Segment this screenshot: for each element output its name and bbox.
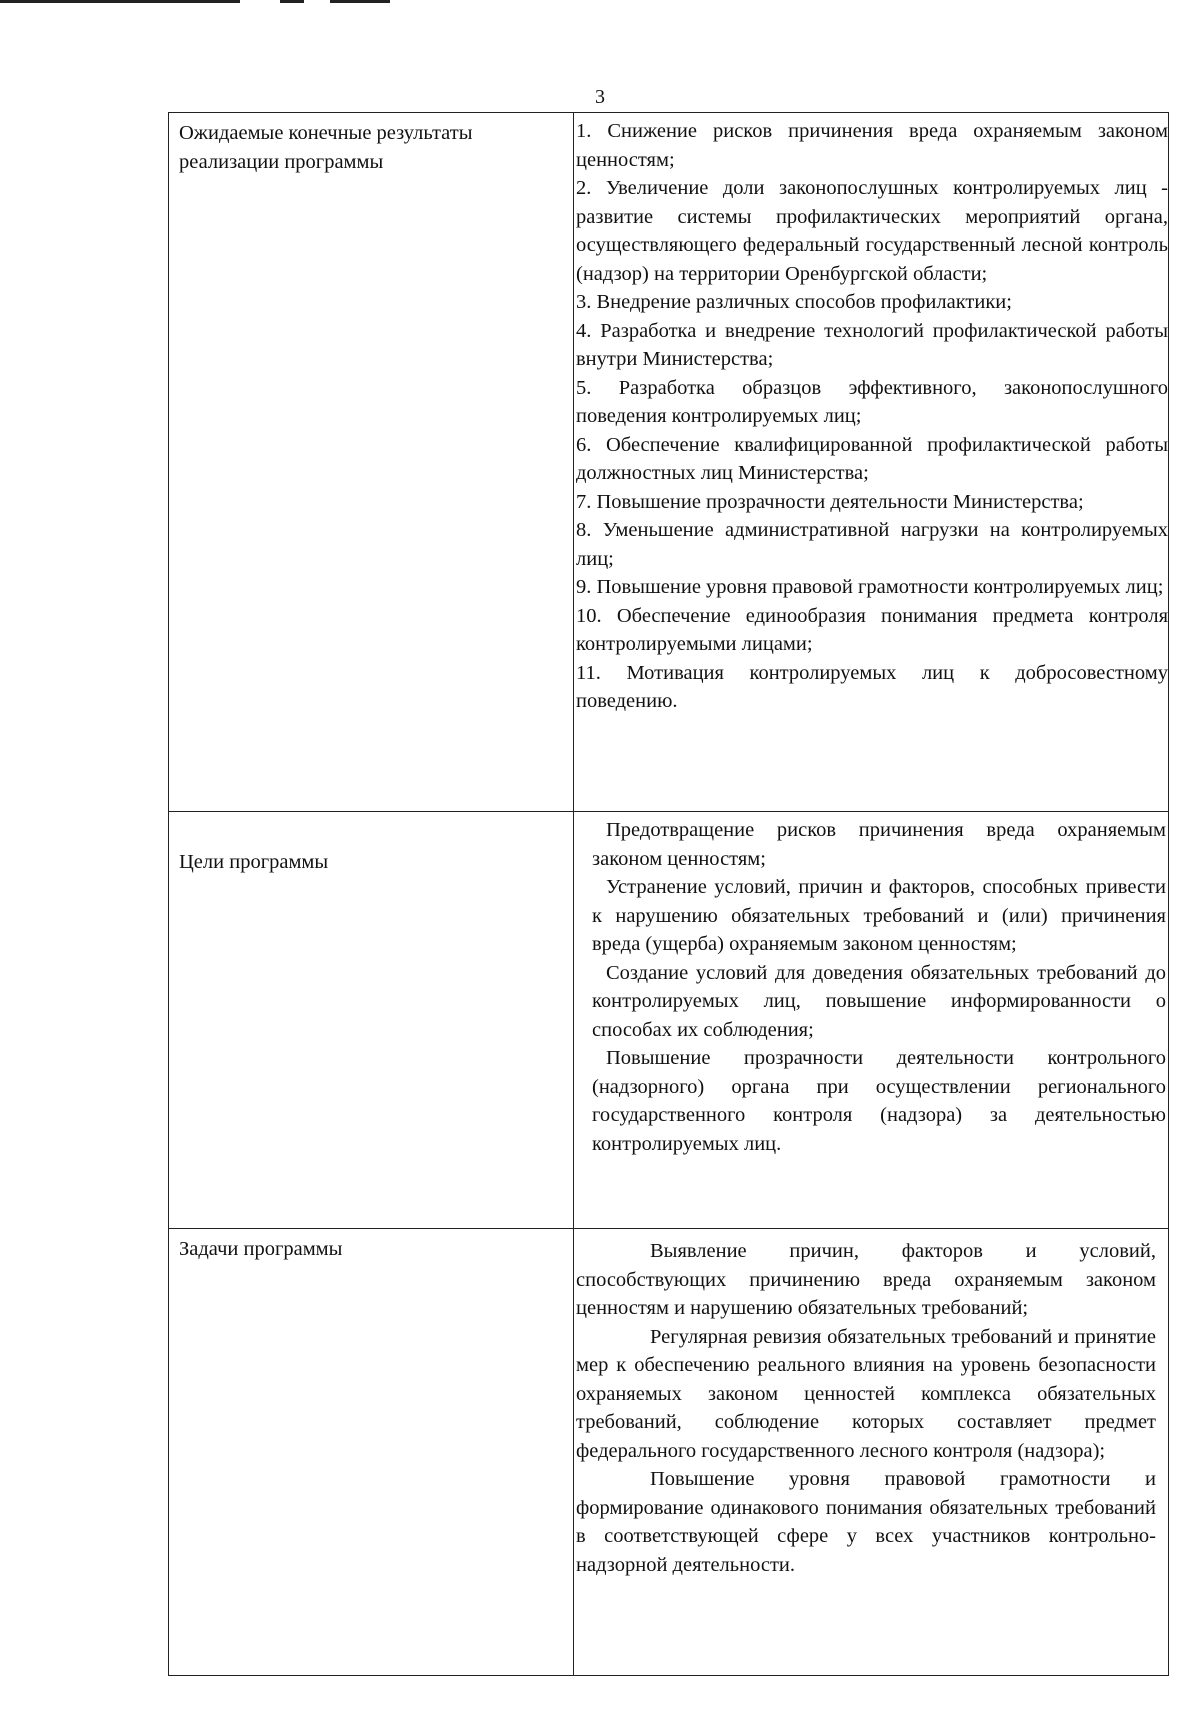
list-item: 2. Увеличение доли законопослушных контролируемых лиц - развитие системы профилактических мероприятий органа, осуществляющего федеральный государственный лесной контроль (надзор) на территории Оренбургской области; xyxy=(576,177,1168,285)
program-passport-table xyxy=(168,112,1169,1676)
page-number: 3 xyxy=(595,86,605,108)
list-item: 9. Повышение уровня правовой грамотности контролируемых лиц; xyxy=(576,576,1164,598)
list-item: 6. Обеспечение квалифицированной профилактической работы должностных лиц Министерства; xyxy=(576,433,1168,484)
scan-edge-mark xyxy=(0,0,240,3)
table-row-tasks xyxy=(169,1229,1169,1676)
row-label: Ожидаемые конечные результаты реализации программы xyxy=(169,113,574,812)
list-item: 3. Внедрение различных способов профилактики; xyxy=(576,291,1012,313)
list-item: 7. Повышение прозрачности деятельности Министерства; xyxy=(576,490,1084,513)
list-item: 4. Разработка и внедрение технологий профилактической работы внутри Министерства; xyxy=(576,319,1168,370)
goals-list xyxy=(574,812,1169,1229)
table-row-expected-results xyxy=(169,113,1169,812)
row-label: Цели программы xyxy=(169,812,574,1229)
list-item: 10. Обеспечение единообразия понимания предмета контроля контролируемыми лицами; xyxy=(576,604,1168,655)
table-row-goals xyxy=(169,812,1169,1229)
list-item: Создание условий для доведения обязательных требований до контролируемых лиц, повышение информированности о способах их соблюдения; xyxy=(592,961,1166,1041)
list-item: Выявление причин, факторов и условий, способствующих причинению вреда охраняемым законом ценностям и нарушению обязательных требований; xyxy=(576,1240,1156,1319)
list-item: Повышение уровня правовой грамотности и формирование одинакового понимания обязательных требований в соответствующей сфере у всех участников контрольно-надзорной деятельности. xyxy=(576,1468,1156,1576)
expected-results-list xyxy=(574,113,1169,812)
list-item: 1. Снижение рисков причинения вреда охраняемым законом ценностям; xyxy=(576,120,1168,171)
list-item: Регулярная ревизия обязательных требований и принятие мер к обеспечению реального влияния на уровень безопасности охраняемых законом ценностей комплекса обязательных требований, соблюдение которых составляет предмет федерального государственного лесного контроля (надзора); xyxy=(576,1325,1156,1462)
scan-edge-mark xyxy=(330,0,390,3)
list-item: 8. Уменьшение административной нагрузки на контролируемых лиц; xyxy=(576,519,1168,570)
list-item: Устранение условий, причин и факторов, способных привести к нарушению обязательных требований и (или) причинения вреда (ущерба) охраняемым законом ценностям; xyxy=(592,876,1166,955)
list-item: 11. Мотивация контролируемых лиц к добросовестному поведению. xyxy=(576,661,1168,712)
list-item: Предотвращение рисков причинения вреда охраняемым законом ценностям; xyxy=(592,819,1166,870)
list-item: 5. Разработка образцов эффективного, законопослушного поведения контролируемых лиц; xyxy=(576,376,1168,427)
tasks-list xyxy=(574,1229,1169,1676)
list-item: Повышение прозрачности деятельности контрольного (надзорного) органа при осуществлении регионального государственного контроля (надзора) за деятельностью контролируемых лиц. xyxy=(592,1047,1166,1155)
row-label: Задачи программы xyxy=(169,1229,574,1676)
scan-edge-mark xyxy=(280,0,304,3)
